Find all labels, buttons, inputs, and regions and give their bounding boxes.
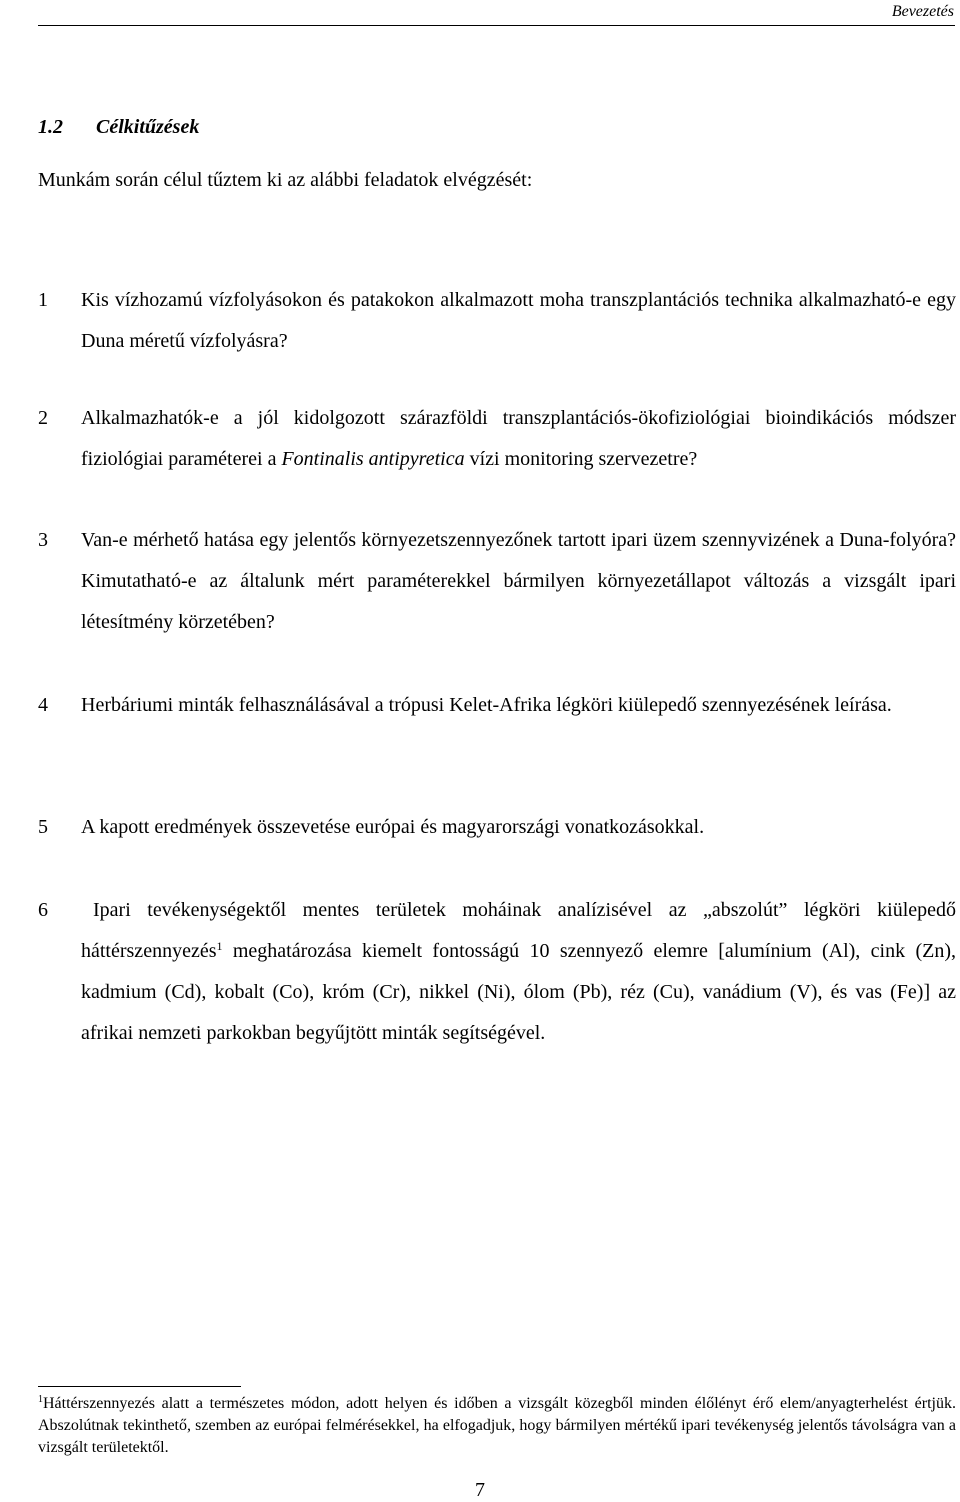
section-title: Célkitűzések: [96, 116, 200, 138]
item-number: 5: [38, 816, 48, 838]
running-header: Bevezetés: [891, 3, 954, 20]
item-text: Herbáriumi minták felhasználásával a trópusi Kelet-Afrika légköri kiülepedő szennyezésének leírása.: [81, 694, 892, 716]
footnote-text: Háttérszennyezés alatt a természetes módon, adott helyen és időben a vizsgált közegből minden élőlényt érő elem/anyagterhelést értjük. Abszolútnak tekinthető, szemben az európai felmérésekkel, ha elfogadjuk, hogy bármilyen mértékű ipari tevékenység jelentős távolságra van a vizsgált területektől.: [38, 1395, 956, 1456]
intro-paragraph: Munkám során célul tűztem ki az alábbi feladatok elvégzését:: [38, 169, 533, 191]
list-item-6: [38, 890, 956, 1054]
item-number: 6: [38, 899, 48, 921]
item-text-part: vízi monitoring szervezetre?: [464, 448, 698, 470]
item-text: Kis vízhozamú vízfolyásokon és patakokon alkalmazott moha transzplantációs technika alkalmazható-e egy Duna méretű vízfolyásra?: [81, 289, 956, 352]
footnote: [38, 1393, 956, 1459]
list-item-2: [38, 398, 956, 480]
item-text: [81, 890, 956, 1054]
list-item-5: [38, 807, 956, 848]
page-number: 7: [475, 1479, 485, 1501]
item-number: 4: [38, 694, 48, 716]
header-rule: [38, 25, 955, 26]
item-text-part: meghatározása kiemelt fontosságú 10 szennyező elemre [alumínium (Al), cink (Zn), kadmium (Cd), kobalt (Co), króm (Cr), nikkel (Ni), ólom (Pb), réz (Cu), vanádium (V), és vas (Fe)] az afrikai nemzeti parkokban begyűjtött minták segítségével.: [81, 940, 956, 1044]
section-heading: [38, 114, 199, 140]
item-number: 1: [38, 289, 48, 311]
item-text-part: Ipari tevékenységektől mentes területek moháinak analízisével az „abszolút” légköri kiülepedő háttérszennyezés: [81, 899, 956, 962]
list-item-1: [38, 280, 956, 362]
item-number: 2: [38, 407, 48, 429]
item-text: Van-e mérhető hatása egy jelentős környezetszennyezőnek tartott ipari üzem szennyvizének a Duna-folyóra? Kimutatható-e az általunk mért paraméterekkel bármilyen környezetállapot változás a vizsgált ipari létesítmény körzetében?: [81, 529, 956, 633]
item-text: [81, 398, 956, 480]
footnote-marker: 1: [38, 1394, 43, 1405]
item-number: 3: [38, 529, 48, 551]
species-name: Fontinalis antipyretica: [281, 448, 465, 470]
footnote-rule: [38, 1386, 241, 1387]
list-item-3: [38, 520, 956, 643]
list-item-4: [38, 685, 956, 726]
section-number: 1.2: [38, 116, 63, 138]
item-text: A kapott eredmények összevetése európai és magyarországi vonatkozásokkal.: [81, 816, 705, 838]
footnote-reference[interactable]: 1: [216, 939, 223, 953]
item-text-part: Alkalmazhatók-e a jól kidolgozott szárazföldi transzplantációs-ökofiziológiai bioindikációs módszer fiziológiai paraméterei a: [81, 407, 956, 470]
